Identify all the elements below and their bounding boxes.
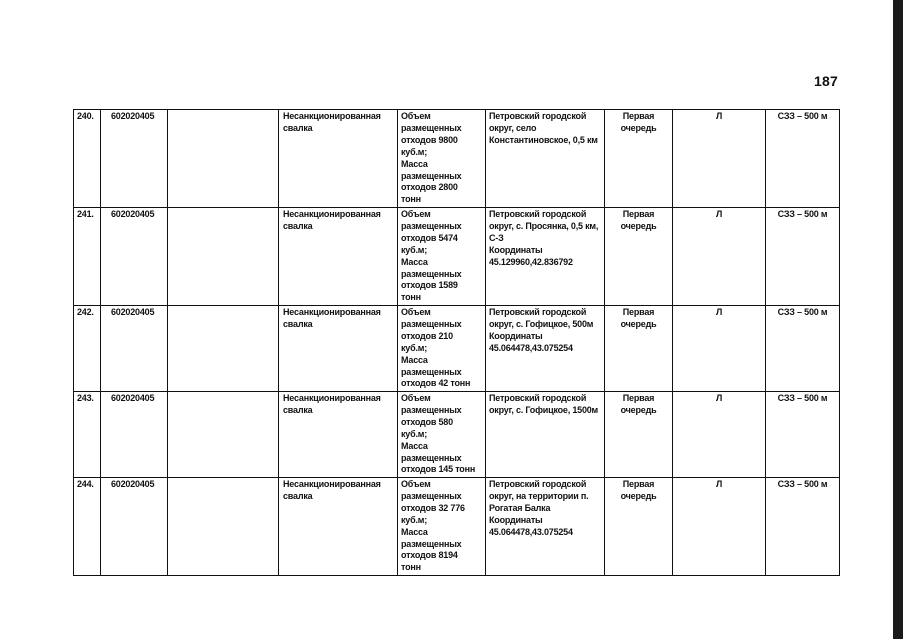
waste-volume: Объем размещенных отходов 9800 куб.м; Масса размещенных отходов 2800 тонн: [398, 110, 486, 208]
sanitary-zone: СЗЗ – 500 м: [766, 208, 840, 306]
waste-code: 602020405: [101, 478, 168, 576]
table-row: [74, 208, 840, 306]
site-type: Несанкционированная свалка: [279, 208, 398, 306]
category: Л: [673, 306, 766, 392]
site-location: Петровский городской округ, с. Просянка, 0,5 км, С-З Координаты 45.129960,42.836792: [486, 208, 605, 306]
empty-cell: [168, 306, 279, 392]
site-type: Несанкционированная свалка: [279, 306, 398, 392]
sanitary-zone: СЗЗ – 500 м: [766, 306, 840, 392]
page-number: 187: [814, 73, 838, 89]
sanitary-zone: СЗЗ – 500 м: [766, 478, 840, 576]
table-row: [74, 110, 840, 208]
priority-queue: Первая очередь: [605, 392, 673, 478]
priority-queue: Первая очередь: [605, 110, 673, 208]
priority-queue: Первая очередь: [605, 478, 673, 576]
site-type: Несанкционированная свалка: [279, 392, 398, 478]
site-location: Петровский городской округ, на территории п. Рогатая Балка Координаты 45.064478,43.075254: [486, 478, 605, 576]
empty-cell: [168, 478, 279, 576]
waste-code: 602020405: [101, 306, 168, 392]
priority-queue: Первая очередь: [605, 306, 673, 392]
sanitary-zone: СЗЗ – 500 м: [766, 392, 840, 478]
site-type: Несанкционированная свалка: [279, 478, 398, 576]
category: Л: [673, 392, 766, 478]
row-number: 241.: [74, 208, 101, 306]
table-row: [74, 478, 840, 576]
waste-volume: Объем размещенных отходов 5474 куб.м; Масса размещенных отходов 1589 тонн: [398, 208, 486, 306]
waste-volume: Объем размещенных отходов 210 куб.м; Масса размещенных отходов 42 тонн: [398, 306, 486, 392]
table-row: [74, 392, 840, 478]
scan-edge: [893, 0, 903, 639]
table-row: [74, 306, 840, 392]
sanitary-zone: СЗЗ – 500 м: [766, 110, 840, 208]
site-location: Петровский городской округ, с. Гофицкое, 1500м: [486, 392, 605, 478]
empty-cell: [168, 208, 279, 306]
row-number: 244.: [74, 478, 101, 576]
row-number: 242.: [74, 306, 101, 392]
waste-code: 602020405: [101, 110, 168, 208]
site-location: Петровский городской округ, с. Гофицкое, 500м Координаты 45.064478,43.075254: [486, 306, 605, 392]
site-type: Несанкционированная свалка: [279, 110, 398, 208]
waste-volume: Объем размещенных отходов 32 776 куб.м; Масса размещенных отходов 8194 тонн: [398, 478, 486, 576]
category: Л: [673, 208, 766, 306]
empty-cell: [168, 110, 279, 208]
waste-volume: Объем размещенных отходов 580 куб.м; Масса размещенных отходов 145 тонн: [398, 392, 486, 478]
waste-site-table: [73, 109, 840, 576]
row-number: 240.: [74, 110, 101, 208]
row-number: 243.: [74, 392, 101, 478]
empty-cell: [168, 392, 279, 478]
priority-queue: Первая очередь: [605, 208, 673, 306]
category: Л: [673, 110, 766, 208]
site-location: Петровский городской округ, село Константиновское, 0,5 км: [486, 110, 605, 208]
category: Л: [673, 478, 766, 576]
waste-code: 602020405: [101, 392, 168, 478]
waste-code: 602020405: [101, 208, 168, 306]
